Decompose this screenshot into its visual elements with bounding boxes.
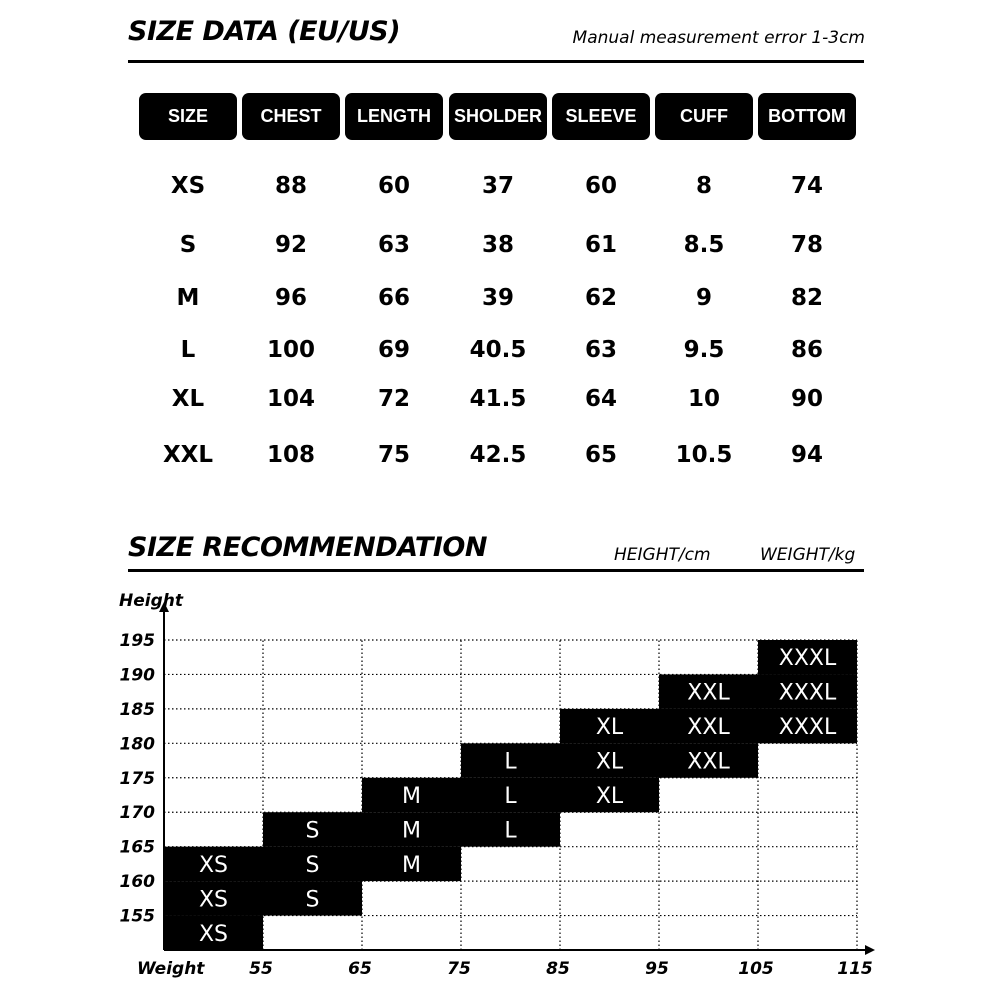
y-axis-label: Height bbox=[119, 591, 183, 611]
table-cell: 38 bbox=[481, 232, 514, 258]
column-header-chest: CHEST bbox=[242, 93, 340, 140]
x-axis-label: Weight bbox=[137, 959, 205, 979]
table-cell: 61 bbox=[584, 232, 617, 258]
x-tick-label: 85 bbox=[546, 959, 570, 979]
table-cell: 90 bbox=[790, 386, 823, 412]
size-cell-label: L bbox=[504, 784, 517, 809]
recommendation-title: SIZE RECOMMENDATION bbox=[128, 532, 487, 563]
table-cell: 39 bbox=[481, 285, 514, 311]
table-cell: 82 bbox=[790, 285, 823, 311]
size-cell-label: XS bbox=[198, 852, 229, 878]
y-tick-label: 190 bbox=[119, 665, 155, 686]
x-tick-label: 75 bbox=[447, 959, 471, 979]
size-label-cell: XS bbox=[170, 173, 206, 199]
size-label-cell: S bbox=[179, 232, 197, 258]
size-cell-label: S bbox=[305, 818, 320, 844]
table-cell: 8 bbox=[695, 173, 712, 199]
y-tick-label: 180 bbox=[119, 734, 155, 755]
size-cell-label: M bbox=[402, 818, 421, 844]
table-cell: 78 bbox=[790, 232, 823, 258]
table-cell: 72 bbox=[377, 386, 410, 412]
table-cell: 88 bbox=[274, 173, 307, 199]
y-tick-label: 195 bbox=[119, 631, 155, 651]
table-cell: 8.5 bbox=[683, 232, 725, 258]
column-header-sholder: SHOLDER bbox=[449, 93, 547, 140]
table-cell: 10.5 bbox=[675, 442, 733, 468]
size-cell-label: S bbox=[305, 852, 320, 878]
table-cell: 104 bbox=[266, 386, 315, 412]
size-cell-label: XXXL bbox=[778, 715, 837, 741]
table-cell: 94 bbox=[790, 442, 823, 468]
size-cell-label: XXXL bbox=[778, 680, 837, 706]
size-data-divider bbox=[128, 60, 864, 63]
table-cell: 37 bbox=[481, 173, 514, 199]
size-cell-label: L bbox=[504, 818, 517, 844]
size-cell-label: XS bbox=[198, 921, 229, 947]
x-tick-label: 105 bbox=[738, 959, 774, 979]
size-cell-label: XL bbox=[595, 784, 624, 809]
height-unit-label: HEIGHT/cm bbox=[614, 545, 711, 565]
size-cell-label: XL bbox=[595, 749, 624, 775]
table-cell: 62 bbox=[584, 285, 617, 311]
y-tick-label: 185 bbox=[119, 699, 155, 720]
table-cell: 92 bbox=[274, 232, 307, 258]
y-tick-label: 170 bbox=[119, 803, 155, 824]
table-cell: 96 bbox=[274, 285, 307, 311]
size-data-title: SIZE DATA (EU/US) bbox=[128, 16, 401, 47]
table-cell: 63 bbox=[584, 337, 617, 363]
table-cell: 69 bbox=[377, 337, 410, 363]
size-cell-label: XXL bbox=[687, 749, 730, 775]
table-cell: 40.5 bbox=[469, 337, 527, 363]
size-cell-label: XXL bbox=[687, 680, 730, 706]
table-cell: 75 bbox=[377, 442, 410, 468]
x-tick-label: 95 bbox=[645, 959, 669, 979]
column-header-sleeve: SLEEVE bbox=[552, 93, 650, 140]
size-label-cell: M bbox=[176, 285, 200, 311]
size-label-cell: XXL bbox=[162, 442, 214, 468]
table-cell: 100 bbox=[266, 337, 315, 363]
size-cell-label: XXXL bbox=[778, 646, 837, 672]
y-tick-label: 175 bbox=[119, 768, 155, 789]
table-cell: 66 bbox=[377, 285, 410, 311]
table-cell: 9 bbox=[695, 285, 712, 311]
table-cell: 74 bbox=[790, 173, 823, 199]
column-header-size: SIZE bbox=[139, 93, 237, 140]
weight-unit-label: WEIGHT/kg bbox=[760, 545, 856, 565]
size-label-cell: XL bbox=[171, 386, 205, 412]
x-axis-arrow bbox=[865, 945, 875, 955]
y-tick-label: 155 bbox=[119, 906, 155, 927]
size-cell-label: XS bbox=[198, 887, 229, 913]
size-cell-label: S bbox=[305, 887, 320, 913]
table-cell: 9.5 bbox=[683, 337, 725, 363]
size-cell-label: XL bbox=[595, 715, 624, 741]
column-header-length: LENGTH bbox=[345, 93, 443, 140]
x-tick-label: 55 bbox=[249, 959, 273, 979]
y-tick-label: 165 bbox=[119, 837, 155, 858]
table-cell: 10 bbox=[687, 386, 720, 412]
size-cell-label: L bbox=[504, 749, 517, 775]
table-cell: 64 bbox=[584, 386, 617, 412]
table-cell: 86 bbox=[790, 337, 823, 363]
recommendation-divider bbox=[128, 569, 864, 572]
table-cell: 60 bbox=[584, 173, 617, 199]
table-cell: 60 bbox=[377, 173, 410, 199]
table-cell: 41.5 bbox=[469, 386, 527, 412]
size-cell-label: XXL bbox=[687, 715, 730, 741]
table-cell: 108 bbox=[266, 442, 315, 468]
y-tick-label: 160 bbox=[119, 872, 155, 893]
table-cell: 63 bbox=[377, 232, 410, 258]
column-header-bottom: BOTTOM bbox=[758, 93, 856, 140]
x-tick-label: 65 bbox=[348, 959, 372, 979]
size-recommendation-chart bbox=[0, 580, 1000, 1000]
table-cell: 65 bbox=[584, 442, 617, 468]
size-label-cell: L bbox=[180, 337, 196, 363]
table-cell: 42.5 bbox=[469, 442, 527, 468]
x-tick-label: 115 bbox=[837, 959, 873, 979]
size-cell-label: M bbox=[402, 784, 421, 809]
column-header-cuff: CUFF bbox=[655, 93, 753, 140]
size-cell-label: M bbox=[402, 852, 421, 878]
measurement-note: Manual measurement error 1-3cm bbox=[572, 28, 865, 48]
